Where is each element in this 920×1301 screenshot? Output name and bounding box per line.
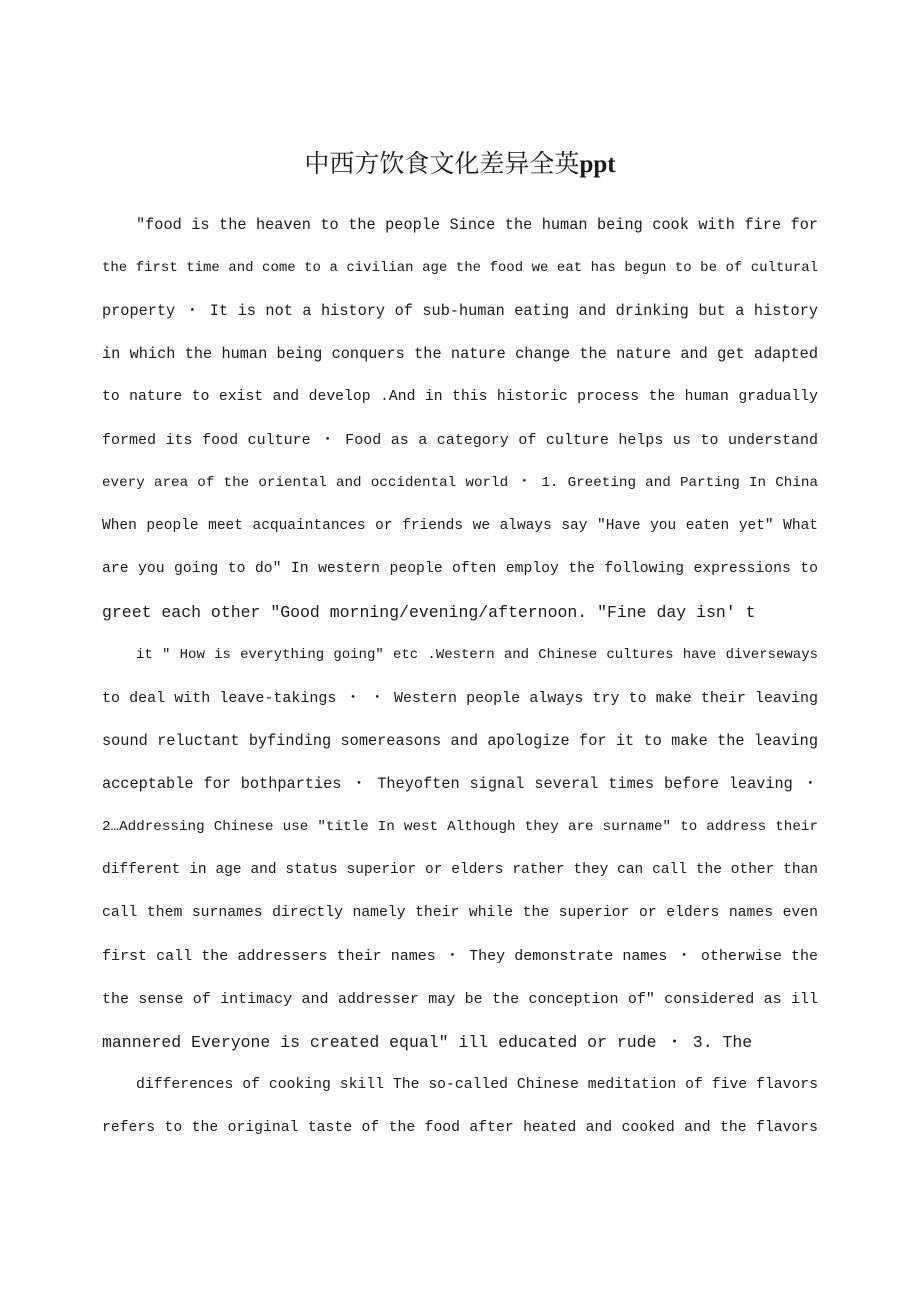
paragraph-line: are you going to do" In western people often employ the following expressions to [102,561,818,577]
title-suffix: ppt [579,151,616,178]
paragraph-line: "food is the heaven to the people Since the human being cook with fire for [136,216,818,234]
paragraph-line: refers to the original taste of the food after heated and cooked and the flavors [102,1120,818,1136]
paragraph-line: every area of the oriental and occidental world ・ 1. Greeting and Parting In China [102,475,818,491]
paragraph-line: the sense of intimacy and addresser may be the conception of" considered as ill [102,991,818,1008]
paragraph-line: differences of cooking skill The so-called Chinese meditation of five flavors [136,1077,818,1093]
paragraph-line: different in age and status superior or elders rather they can call the other than [102,862,818,878]
paragraph-line: formed its food culture ・ Food as a category of culture helps us to understand [102,432,818,449]
paragraph-line: first call the addressers their names ・ They demonstrate names ・ otherwise the [102,948,818,965]
paragraph-line: it " How is everything going" etc .Western and Chinese cultures have diverseways [136,647,818,663]
document-body [102,204,818,1150]
paragraph-line: to nature to exist and develop .And in this historic process the human gradually [102,389,818,405]
document-title [0,146,920,183]
paragraph-line: the first time and come to a civilian age the food we eat has begun to be of cultural [102,260,818,276]
paragraph-line: to deal with leave-takings ・ ・ Western people always try to make their leaving [102,690,818,707]
paragraph-line: call them surnames directly namely their while the superior or elders names even [102,905,818,921]
paragraph-line: sound reluctant byfinding somereasons and apologize for it to make the leaving [102,732,818,750]
paragraph-line: mannered Everyone is created equal" ill educated or rude ・ 3. The [102,1033,753,1052]
paragraph-line: acceptable for bothparties ・ Theyoften signal several times before leaving ・ [102,775,818,793]
paragraph-line: property ・ It is not a history of sub-human eating and drinking but a history [102,302,818,320]
paragraph-line: greet each other "Good morning/evening/afternoon. "Fine day isn' t [102,603,756,622]
paragraph-line: in which the human being conquers the nature change the nature and get adapted [102,345,818,363]
title-chinese: 中西方饮食文化差异全英 [304,149,580,178]
paragraph-line: 2…Addressing Chinese use "title In west Although they are surname" to address their [102,819,818,835]
paragraph-line: When people meet acquaintances or friends we always say "Have you eaten yet" What [102,518,818,534]
